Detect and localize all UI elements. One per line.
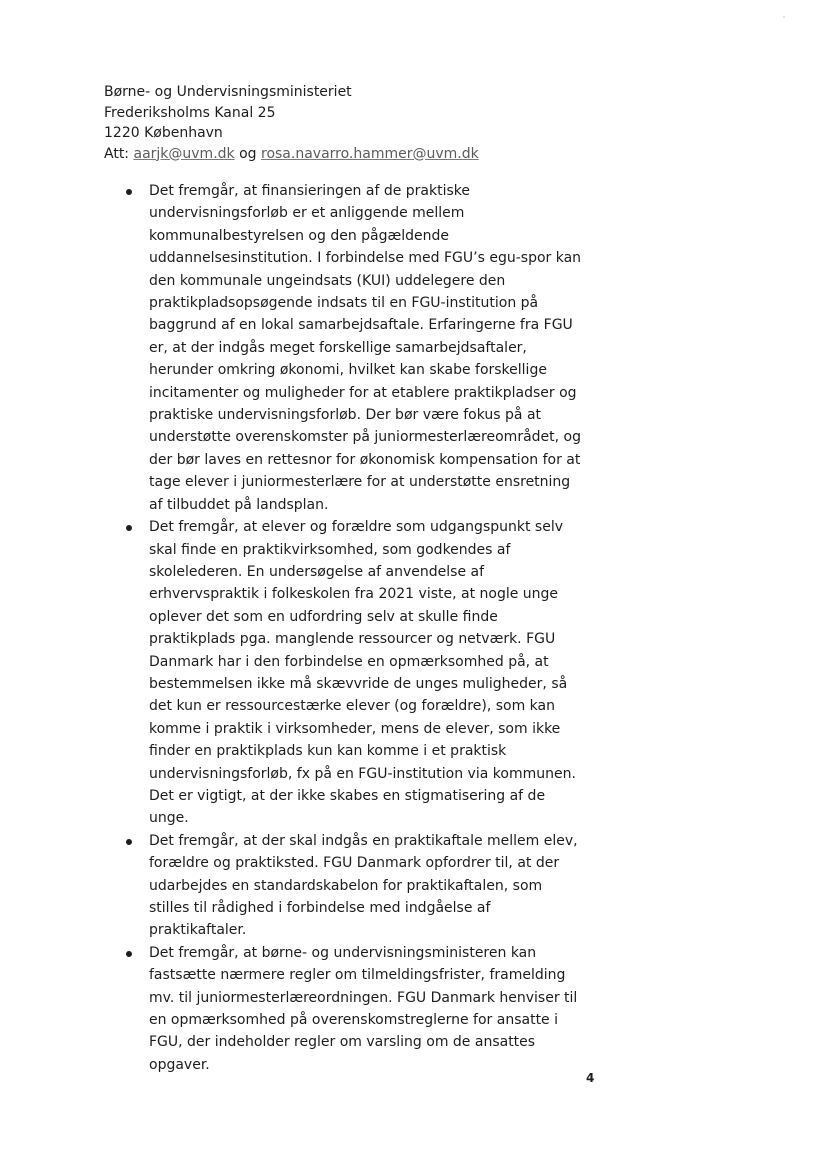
bullet-dot-icon bbox=[126, 525, 132, 531]
bullet-item bbox=[124, 830, 584, 942]
address-street: Frederiksholms Kanal 25 bbox=[104, 104, 276, 121]
page-number: 4 bbox=[586, 1071, 595, 1085]
bullet-dot-icon bbox=[126, 951, 132, 957]
bullet-item bbox=[124, 942, 584, 1076]
email-link-rosa[interactable]: rosa.navarro.hammer@uvm.dk bbox=[261, 145, 479, 162]
bullet-list bbox=[124, 180, 584, 1076]
bullet-text: Det fremgår, at børne- og undervisningsministeren kan fastsætte nærmere regler om tilmeldingsfrister, framelding mv. til juniormesterlæreordningen. FGU Danmark henviser til en opmærksomhed på overenskomstreglerne for ansatte i FGU, der indeholder regler om varsling om de ansattes opgaver. bbox=[149, 944, 578, 1073]
email-link-aarjk[interactable]: aarjk@uvm.dk bbox=[133, 145, 235, 162]
bullet-text: Det fremgår, at finansieringen af de praktiske undervisningsforløb er et anliggende mellem kommunalbestyrelsen og den pågældende uddannelsesinstitution. I forbindelse med FGU’s egu-spor kan den kommunale ungeindsats (KUI) uddelegere den praktikpladsopsøgende indsats til en FGU-institution på baggrund af en lokal samarbejdsaftale. Erfaringerne fra FGU er, at der indgås meget forskellige samarbejdsaftaler, herunder omkring økonomi, hvilket kan skabe forskellige incitamenter og muligheder for at etablere praktikpladser og praktiske undervisningsforløb. Der bør være fokus på at understøtte overenskomster på juniormesterlæreområdet, og der bør laves en rettesnor for økonomisk kompensation for at tage elever i juniormesterlære for at understøtte ensretning af tilbuddet på landsplan. bbox=[149, 183, 582, 513]
address-attention bbox=[104, 144, 664, 165]
recipient-address bbox=[104, 82, 664, 164]
bullet-dot-icon bbox=[126, 189, 132, 195]
scan-speck bbox=[783, 16, 785, 18]
bullet-dot-icon bbox=[126, 839, 132, 845]
attention-conjunction: og bbox=[239, 145, 257, 162]
address-city: 1220 København bbox=[104, 125, 223, 141]
bullet-text: Det fremgår, at elever og forældre som udgangspunkt selv skal finde en praktikvirksomhed, som godkendes af skolelederen. En undersøgelse af anvendelse af erhvervspraktik i folkeskolen fra 2021 viste, at nogle unge oplever det som en udfordring selv at skulle finde praktikplads pga. manglende ressourcer og netværk. FGU Danmark har i den forbindelse en opmærksomhed på, at bestemmelsen ikke må skævvride de unges muligheder, så det kun er ressourcestærke elever (og forældre), som kan komme i praktik i virksomheder, mens de elever, som ikke finder en praktikplads kun kan komme i et praktisk undervisningsforløb, fx på en FGU-institution via kommunen. Det er vigtigt, at der ikke skabes en stigmatisering af de unge. bbox=[149, 519, 576, 827]
attention-label: Att: bbox=[104, 145, 130, 162]
bullet-item bbox=[124, 516, 584, 830]
bullet-text: Det fremgår, at der skal indgås en praktikaftale mellem elev, forældre og praktiksted. FGU Danmark opfordrer til, at der udarbejdes en standardskabelon for praktikaftalen, som stilles til rådighed i forbindelse med indgåelse af praktikaftaler. bbox=[149, 832, 578, 939]
bullet-item bbox=[124, 180, 584, 516]
address-organization: Børne- og Undervisningsministeriet bbox=[104, 84, 352, 100]
